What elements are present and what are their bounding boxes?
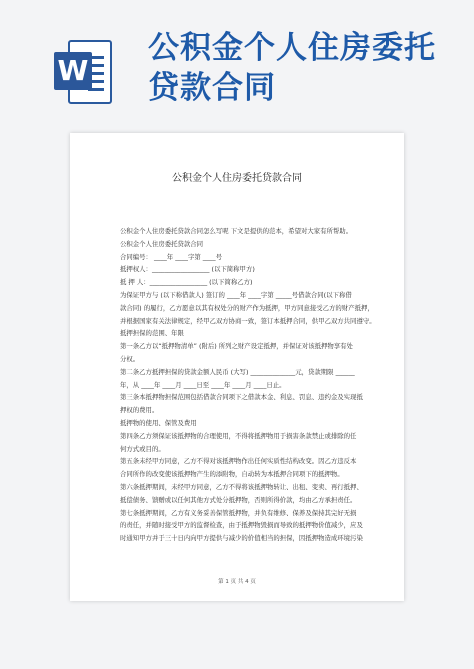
document-line: 分权。 [120, 354, 140, 363]
document-line: 年，从 ____年 ____月 ____日至 ____年 ____月 ____日止。 [120, 380, 286, 389]
document-line: 第二条乙方抵押担保的贷款金额人民币 (大写) ______________元，贷款期限 ______ [120, 367, 355, 376]
document-line: 并根据国家有关法律规定，经甲乙双方协商一致，签订本抵押合同，供甲乙双方共同遵守。 [120, 316, 376, 325]
document-line: 为保证甲方与 (以下称借款人) 签订的 ____年 ____字第 _____号借款合同(以下称借 [120, 290, 352, 299]
document-body [120, 225, 386, 545]
document-line: 第一条乙方以“抵押物清单” (附后) 所列之财产设定抵押，并保证对该抵押物享有处 [120, 342, 353, 351]
document-line: 公积金个人住房委托贷款合同 [120, 239, 204, 248]
document-line: 时通知甲方并于三十日内向甲方提供与减少的价值相当的担保，因抵押物造成环境污染 [120, 534, 363, 543]
document-line: 合同所作的改变使该抵押物产生的添附物，自动转为本抵押合同项下的抵押物。 [120, 470, 344, 479]
document-line: 公积金个人住房委托贷款合同怎么写呢 下文是提供的范本，希望对大家有所帮助。 [120, 227, 353, 235]
document-line: 第六条抵押期间，未经甲方同意，乙方不得将该抵押物转让、出租、变卖、再行抵押、 [120, 482, 363, 491]
document-line: 的责任，并随时接受甲方的监督检查，由于抵押物毁损而导致的抵押物价值减少，应及 [120, 521, 363, 530]
document-line: 抵押担保的范围、年限 [120, 329, 184, 338]
document-title: 公积金个人住房委托贷款合同 [172, 173, 302, 184]
document-line: 第四条乙方须保证该抵押物的合理使用，不得将抵押物用于损害条款禁止或排除的任 [120, 431, 357, 440]
word-document-icon [54, 40, 114, 104]
document-line: 抵押权人：__________________ (以下简称甲方) [120, 265, 255, 274]
document-line: 款合同) 的履行，乙方愿意以其有权处分的财产作为抵押，甲方同意接受乙方的财产抵押， [120, 303, 374, 312]
document-line: 第五条未经甲方同意，乙方不得对该抵押物作出任何实质性结构改变。因乙方违反本 [120, 457, 357, 466]
document-line: 第三条本抵押物担保范围包括借款合同项下之借款本金、利息、罚息、违约金及实现抵 [120, 393, 363, 402]
word-badge: W [54, 52, 92, 90]
document-line: 何方式或目的。 [120, 444, 165, 453]
banner [0, 0, 474, 125]
document-line: 押权的费用。 [120, 406, 159, 415]
banner-title: 公积金个人住房委托贷款合同 [148, 30, 436, 106]
document-page [70, 133, 404, 601]
document-line: 抵偿债务、馈赠或以任何其他方式处分抵押物，否则所得价款，均由乙方承担责任。 [120, 495, 357, 504]
document-line: 抵 押 人：__________________ (以下简称乙方) [120, 278, 253, 287]
page-footer: 第 1 页 共 4 页 [218, 579, 256, 585]
document-line: 合同编号： ____年 ____字第 ____号 [120, 252, 222, 261]
document-line: 抵押物的使用、保管及费用 [120, 418, 197, 427]
document-line: 第七条抵押期间，乙方有义务妥善保管抵押物，并负有维修、保养及保持其完好无损 [120, 508, 357, 517]
